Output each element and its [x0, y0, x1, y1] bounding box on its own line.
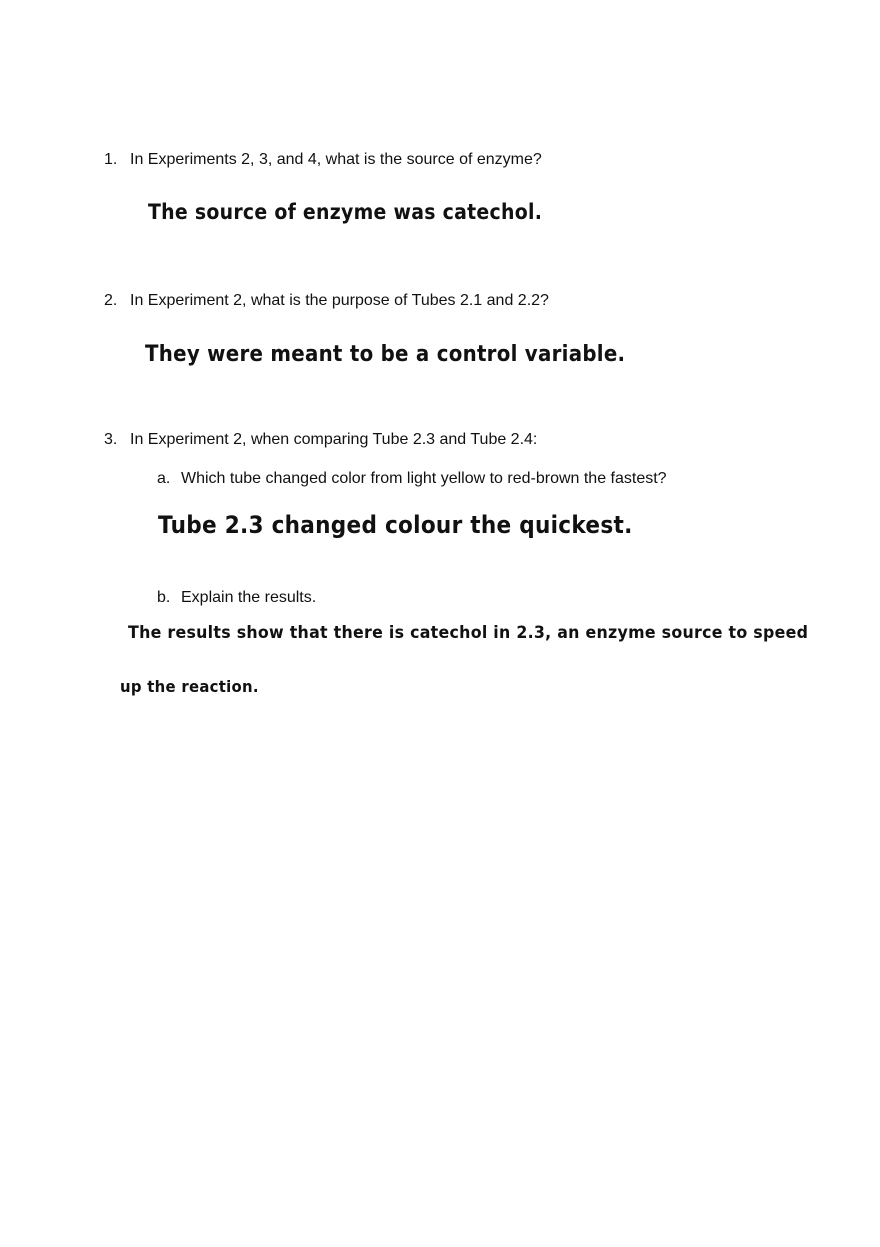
question-number: 3.: [104, 431, 118, 448]
question-number: 2.: [104, 292, 118, 309]
answer-3a-handwritten: Tube 2.3 changed colour the quickest.: [158, 511, 633, 539]
answer-3b-line-2: up the reaction.: [120, 677, 259, 696]
part-label: a.: [157, 470, 171, 487]
part-text: Explain the results.: [181, 589, 317, 606]
part-label: b.: [157, 589, 171, 606]
answer-2-handwritten: They were meant to be a control variable.: [145, 342, 626, 367]
question-text: In Experiment 2, when comparing Tube 2.3 and Tube 2.4:: [130, 431, 538, 448]
part-text: Which tube changed color from light yellow to red-brown the fastest?: [181, 470, 667, 487]
question-text: In Experiments 2, 3, and 4, what is the source of enzyme?: [130, 151, 542, 168]
question-text: In Experiment 2, what is the purpose of Tubes 2.1 and 2.2?: [130, 292, 549, 309]
question-number: 1.: [104, 151, 118, 168]
answer-1-handwritten: The source of enzyme was catechol.: [148, 200, 543, 224]
answer-3b-line-1: The results show that there is catechol in 2.3, an enzyme source to speed: [128, 623, 809, 643]
